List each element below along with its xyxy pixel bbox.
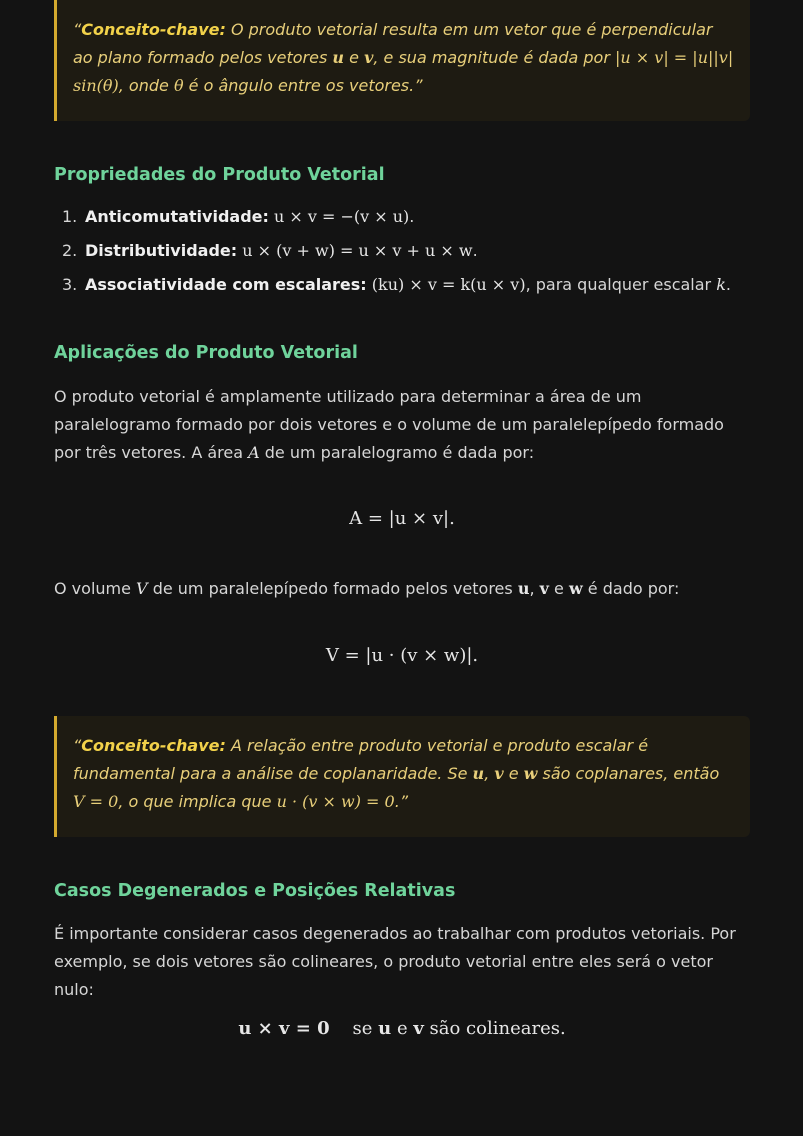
triple-product-formula: u · (v × w) = 0 [276,792,395,811]
property-tail: . [472,241,478,260]
vector-v: v [413,1018,424,1039]
list-item [54,270,774,304]
property-label: Anticomutatividade: [85,207,269,226]
vector-v: v [539,579,549,598]
section-heading-properties: Propriedades do Produto Vetorial [54,165,385,185]
vector-v: v [364,48,374,67]
callout-text: O produto vetorial resulta em um vetor que é perpendicular ao plano formado pelos vetores [73,20,713,67]
property-formula: u × v = −(v × u) [273,207,410,226]
callout-text: são coplanares, então [537,764,720,783]
collinear-text: se [352,1018,379,1039]
paragraph-text: e [548,579,569,598]
quote-open: “ [73,736,82,755]
callout-text: A relação entre produto vetorial e produto escalar é fundamental para a análise de coplanaridade. Se [73,736,649,783]
volume-zero-formula: V = 0 [73,792,119,811]
callout-text: é o ângulo entre os vetores. [183,76,415,95]
property-tail-end: . [725,275,732,294]
callout-text: , o que implica que [118,792,277,811]
section-heading-degenerate-cases: Casos Degenerados e Posições Relativas [54,881,456,901]
key-concept-label: Conceito-chave: [81,736,226,755]
collinear-formula: u × v = 0 [238,1018,330,1039]
variable-V: V [136,579,148,598]
paragraph-text: é dado por: [582,579,680,598]
list-item [54,202,774,236]
callout-text: , [484,764,495,783]
display-formula-volume: V = |u · (v × w)|. [325,645,479,666]
variable-A: A [248,443,260,462]
property-formula: (ku) × v = k(u × v) [371,275,526,294]
paragraph-volume [54,575,750,603]
property-label: Distributividade: [85,241,238,260]
vector-u: u [517,579,530,598]
list-number: 1. [62,207,78,226]
vector-w: w [568,579,583,598]
quote-open: “ [73,20,82,39]
properties-list [54,202,774,304]
paragraph-text: de um paralelogramo é dada por: [259,443,535,462]
key-concept-label: Conceito-chave: [81,20,226,39]
vector-u: u [472,764,485,783]
vector-v: v [494,764,504,783]
paragraph-text: O produto vetorial é amplamente utilizado para determinar a área de um paralelogramo formado por dois vetores e o volume de um paralelepípedo formado por três vetores. A área [54,387,724,462]
display-formula-area: A = |u × v|. [349,508,455,529]
list-number: 3. [62,275,78,294]
quote-close: ” [399,792,409,811]
callout-text: e [503,764,524,783]
property-label: Associatividade com escalares: [85,275,367,294]
list-item [54,236,774,270]
scalar-k: k [716,275,726,294]
theta-symbol: θ [173,76,184,95]
vector-w: w [523,764,538,783]
magnitude-formula: |u × v| = |u||v| sin(θ) [73,48,734,95]
key-concept-callout-cross-product [54,0,750,121]
paragraph-text: de um paralelepípedo formado pelos vetores [147,579,518,598]
property-formula: u × (v + w) = u × v + u × w [242,241,473,260]
paragraph-text: O volume [54,579,137,598]
paragraph-degenerate: É importante considerar casos degenerados ao trabalhar com produtos vetoriais. Por exemplo, se dois vetores são colineares, o produto vetorial entre eles será o vetor nulo: [54,924,736,999]
paragraph-area [54,383,750,467]
section-heading-applications: Aplicações do Produto Vetorial [54,343,358,363]
property-tail: , para qualquer escalar [525,275,717,294]
collinear-text: e [391,1018,414,1039]
quote-close: ” [414,76,423,95]
key-concept-callout-coplanarity [54,716,750,837]
callout-text: e [344,48,365,67]
property-tail: . [409,207,415,226]
collinear-text: são colineares. [423,1018,566,1039]
list-number: 2. [62,241,78,260]
vector-u: u [332,48,345,67]
vector-u: u [378,1018,392,1039]
paragraph-text: , [529,579,540,598]
callout-text: , e sua magnitude é dada por [373,48,616,67]
callout-text: . [394,792,400,811]
callout-text: , onde [118,76,174,95]
display-formula-collinear [54,1015,750,1043]
